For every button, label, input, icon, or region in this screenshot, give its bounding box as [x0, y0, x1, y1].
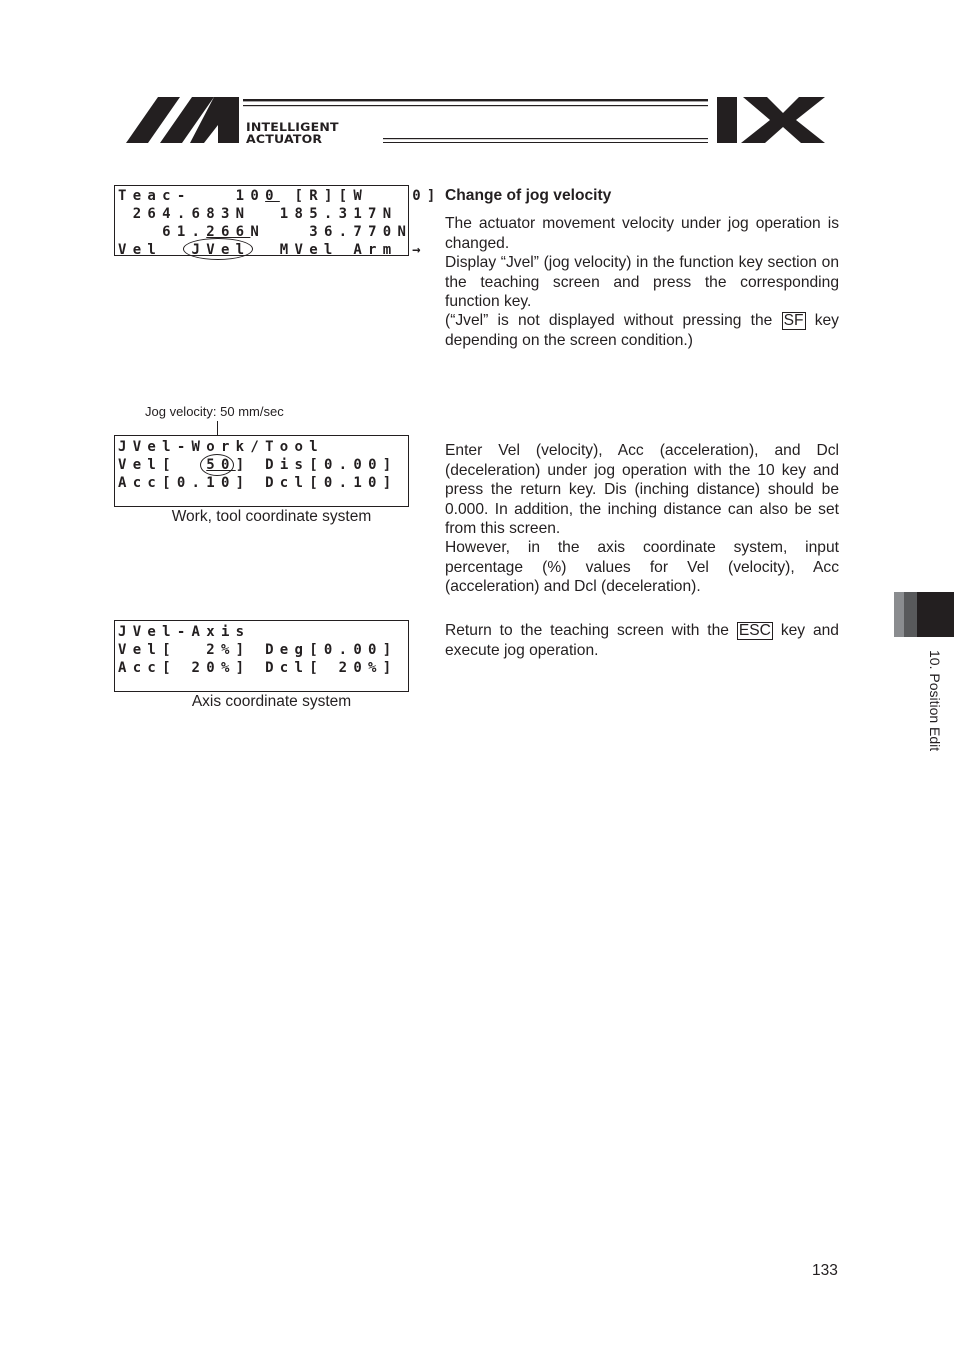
lcd-row-2: Vel[ 2%] Deg[0.00]: [118, 642, 398, 658]
chapter-label: 10. Position Edit: [927, 650, 943, 752]
side-tab-dark: [917, 592, 954, 637]
page-number: 133: [812, 1262, 838, 1279]
lcd-row-1: JVel-Work/Tool: [118, 439, 324, 455]
paragraph-3: (“Jvel” is not displayed without pressing the SF key depending on the screen condition.): [445, 312, 839, 349]
ia-logo-icon: [126, 95, 242, 145]
paragraph-4: Enter Vel (velocity), Acc (acceleration), and Dcl (deceleration) under jog operation with the 10 key and press the return key. Dis (inching distance) should be 0.000. In addition, the inching distance can also be set from this screen.: [445, 442, 839, 537]
section-heading: Change of jog velocity: [445, 187, 612, 204]
jog-velocity-annotation: Jog velocity: 50 mm/sec: [145, 404, 284, 419]
paragraph-1: The actuator movement velocity under jog operation is changed.: [445, 215, 839, 252]
sf-key: SF: [783, 312, 804, 329]
lcd-row-2: Vel[ 50] Dis[0.00]: [118, 457, 398, 473]
brand-intelligent: INTELLIGENT: [246, 119, 339, 134]
paragraph-2: Display “Jvel” (jog velocity) in the function key section on the teaching screen and press the corresponding function key.: [445, 254, 839, 310]
brand-actuator: ACTUATOR: [246, 131, 323, 146]
work-tool-screen-lcd: [114, 435, 409, 507]
lcd-row-1: Teac- 100 [R][W 0]: [118, 188, 442, 204]
jvel-highlight-ellipse: [183, 238, 253, 260]
paragraph-5: However, in the axis coordinate system, input percentage (%) values for Vel (velocity), Acc (acceleration) and Dcl (deceleration).: [445, 539, 839, 595]
lcd-row-3: Acc[0.10] Dcl[0.10]: [118, 475, 398, 491]
lcd-row-2: 264.683N 185.317N: [118, 206, 398, 222]
lcd-row-4: Vel JVel MVel Arm →: [118, 242, 427, 258]
ix-product-logo: [717, 95, 827, 145]
paragraph-6: Return to the teaching screen with the ESC key and execute jog operation.: [445, 622, 839, 659]
teaching-screen-lcd: [114, 185, 442, 258]
side-tab-light: [894, 592, 904, 637]
work-tool-caption: Work, tool coordinate system: [171, 508, 372, 525]
lcd-row-3: 61.266N 36.770N: [118, 224, 413, 240]
lcd-row-3: Acc[ 20%] Dcl[ 20%]: [118, 660, 398, 676]
vel-value-highlight-ellipse: [200, 454, 234, 476]
axis-screen-lcd: [114, 620, 409, 692]
lcd-row-1: JVel-Axis: [118, 624, 251, 640]
side-tab-mid: [904, 592, 917, 637]
esc-key: ESC: [738, 622, 771, 639]
axis-caption: Axis coordinate system: [191, 693, 352, 710]
